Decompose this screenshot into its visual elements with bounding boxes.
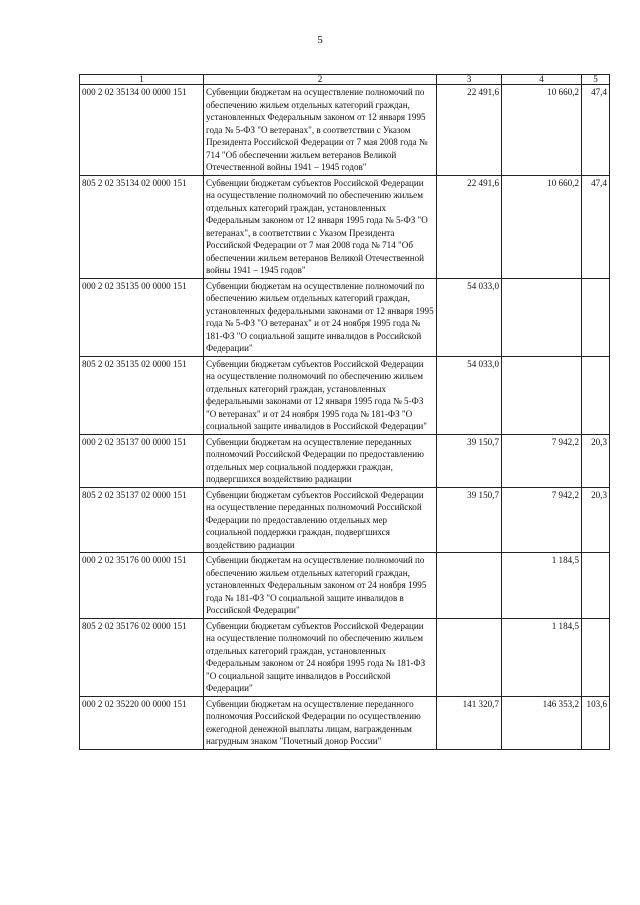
item-description: Субвенции бюджетам субъектов Российской Федерации на осуществление полномочий по обеспечению жильем отдельных категорий граждан, установленных федеральными законами от 12 января 1995 года № 5-ФЗ "О ветеранах" и от 24 ноября 1995 года № 181-ФЗ "О социальной защите инвалидов в Российской Федерации" bbox=[204, 356, 437, 434]
item-description: Субвенции бюджетам на осуществление полномочий по обеспечению жильем отдельных категорий граждан, установленных Федеральным законом от 24 ноября 1995 года № 181-ФЗ "О социальной защите инвалидов в Российской Федерации" bbox=[204, 553, 437, 619]
value-col-3 bbox=[437, 553, 502, 619]
value-col-5 bbox=[582, 356, 610, 434]
page-number: 5 bbox=[317, 34, 323, 46]
table-row bbox=[80, 85, 610, 176]
value-col-4: 1 184,5 bbox=[502, 618, 582, 696]
budget-code: 000 2 02 35137 00 0000 151 bbox=[80, 434, 204, 487]
budget-code: 805 2 02 35176 02 0000 151 bbox=[80, 618, 204, 696]
item-description: Субвенции бюджетам на осуществление переданного полномочия Российской Федерации по осуществлению ежегодной денежной выплаты лицам, награжденным нагрудным знаком "Почетный донор России" bbox=[204, 696, 437, 749]
budget-code: 000 2 02 35220 00 0000 151 bbox=[80, 696, 204, 749]
value-col-3: 54 033,0 bbox=[437, 356, 502, 434]
value-col-5 bbox=[582, 278, 610, 356]
budget-code: 805 2 02 35134 02 0000 151 bbox=[80, 175, 204, 278]
table-row bbox=[80, 487, 610, 553]
table-row bbox=[80, 696, 610, 749]
value-col-4: 1 184,5 bbox=[502, 553, 582, 619]
item-description: Субвенции бюджетам субъектов Российской Федерации на осуществление полномочий по обеспечению жильем отдельных категорий граждан, установленных Федеральным законом от 24 ноября 1995 года № 181-ФЗ "О социальной защите инвалидов в Российской Федерации" bbox=[204, 618, 437, 696]
table-row bbox=[80, 175, 610, 278]
item-description: Субвенции бюджетам на осуществление полномочий по обеспечению жильем отдельных категорий граждан, установленных федеральными законами от 12 января 1995 года № 5-ФЗ "О ветеранах" и от 24 ноября 1995 года № 181-ФЗ "О социальной защите инвалидов в Российской Федерации" bbox=[204, 278, 437, 356]
value-col-5: 20,3 bbox=[582, 487, 610, 553]
value-col-3: 22 491,6 bbox=[437, 85, 502, 176]
table-row bbox=[80, 356, 610, 434]
item-description: Субвенции бюджетам субъектов Российской Федерации на осуществление переданных полномочий Российской Федерации по предоставлению отдельных мер социальной поддержки граждан, подвергшихся воздействию радиации bbox=[204, 487, 437, 553]
value-col-4: 10 660,2 bbox=[502, 85, 582, 176]
value-col-3 bbox=[437, 618, 502, 696]
table-row bbox=[80, 618, 610, 696]
value-col-5: 47,4 bbox=[582, 175, 610, 278]
header-col-3: 3 bbox=[437, 75, 502, 85]
budget-code: 000 2 02 35135 00 0000 151 bbox=[80, 278, 204, 356]
value-col-4 bbox=[502, 278, 582, 356]
item-description: Субвенции бюджетам на осуществление полномочий по обеспечению жильем отдельных категорий граждан, установленных Федеральным законом от 12 января 1995 года № 5-ФЗ "О ветеранах", в соответствии с Указом Президента Российской Федерации от 7 мая 2008 года № 714 "Об обеспечении жильем ветеранов Великой Отечественной войны 1941 – 1945 годов" bbox=[204, 85, 437, 176]
header-col-4: 4 bbox=[502, 75, 582, 85]
value-col-5: 20,3 bbox=[582, 434, 610, 487]
table-row bbox=[80, 434, 610, 487]
budget-table bbox=[79, 74, 610, 750]
budget-code: 805 2 02 35135 02 0000 151 bbox=[80, 356, 204, 434]
value-col-4: 146 353,2 bbox=[502, 696, 582, 749]
value-col-3: 22 491,6 bbox=[437, 175, 502, 278]
value-col-5 bbox=[582, 618, 610, 696]
item-description: Субвенции бюджетам на осуществление переданных полномочий Российской Федерации по предоставлению отдельных мер социальной поддержки граждан, подвергшихся воздействию радиации bbox=[204, 434, 437, 487]
value-col-3: 39 150,7 bbox=[437, 434, 502, 487]
value-col-4: 7 942,2 bbox=[502, 434, 582, 487]
table-row bbox=[80, 553, 610, 619]
value-col-4: 7 942,2 bbox=[502, 487, 582, 553]
value-col-3: 141 320,7 bbox=[437, 696, 502, 749]
budget-code: 000 2 02 35134 00 0000 151 bbox=[80, 85, 204, 176]
item-description: Субвенции бюджетам субъектов Российской Федерации на осуществление полномочий по обеспечению жильем отдельных категорий граждан, установленных Федеральным законом от 12 января 1995 года № 5-ФЗ "О ветеранах", в соответствии с Указом Президента Российской Федерации от 7 мая 2008 года № 714 "Об обеспечении жильем ветеранов Великой Отечественной войны 1941 – 1945 годов" bbox=[204, 175, 437, 278]
header-row bbox=[80, 75, 610, 85]
value-col-5 bbox=[582, 553, 610, 619]
table-row bbox=[80, 278, 610, 356]
value-col-3: 39 150,7 bbox=[437, 487, 502, 553]
value-col-3: 54 033,0 bbox=[437, 278, 502, 356]
value-col-5: 103,6 bbox=[582, 696, 610, 749]
value-col-4: 10 660,2 bbox=[502, 175, 582, 278]
header-col-1: 1 bbox=[80, 75, 204, 85]
header-col-2: 2 bbox=[204, 75, 437, 85]
value-col-5: 47,4 bbox=[582, 85, 610, 176]
value-col-4 bbox=[502, 356, 582, 434]
header-col-5: 5 bbox=[582, 75, 610, 85]
budget-code: 805 2 02 35137 02 0000 151 bbox=[80, 487, 204, 553]
budget-code: 000 2 02 35176 00 0000 151 bbox=[80, 553, 204, 619]
